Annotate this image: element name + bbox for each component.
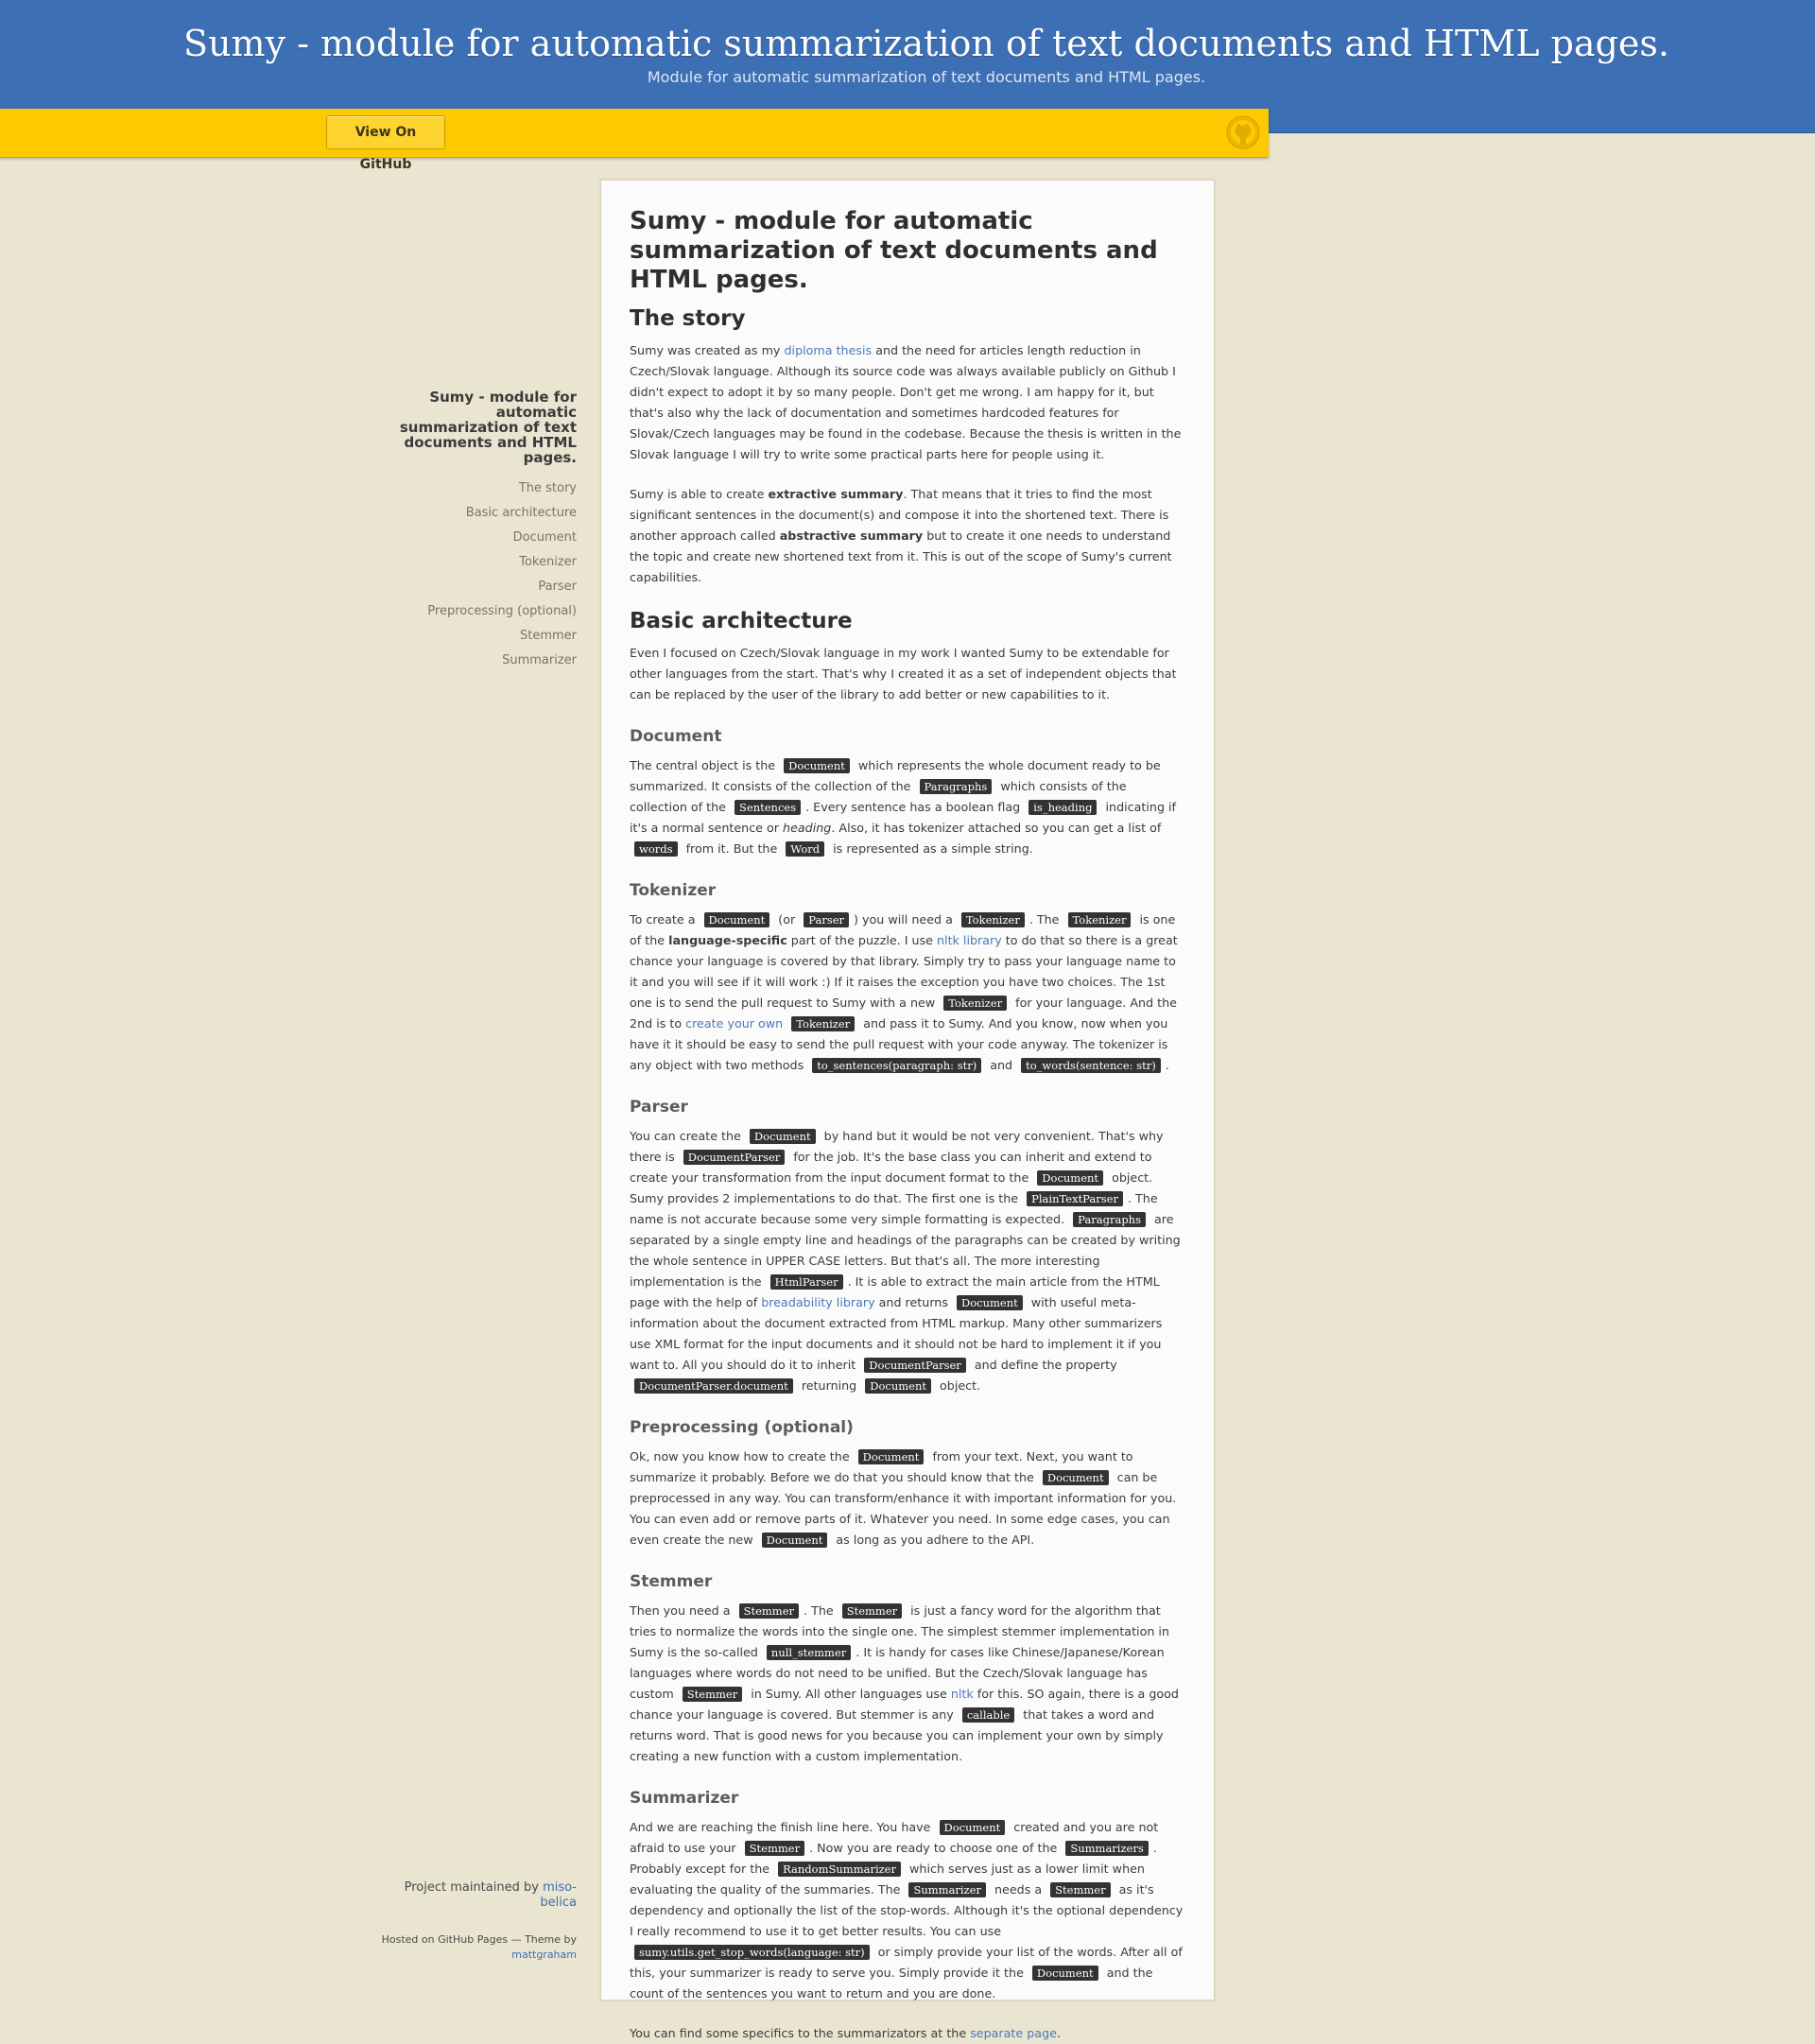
text-run: Sumy is able to create xyxy=(630,487,769,501)
text-run: with useful meta-information about the document extracted from HTML markup. Many other summarizers use XML format for the input documents and it should not be hard to implement it if you want to. All you should do it to inherit xyxy=(630,1295,1163,1372)
inline-code: Document xyxy=(762,1533,828,1548)
text-run: . Also, it has tokenizer attached so you can get a list of xyxy=(831,821,1162,835)
story-paragraph-2 xyxy=(630,484,1185,588)
inline-code: Tokenizer xyxy=(943,996,1007,1011)
main-content xyxy=(600,180,1215,2040)
text-run: part of the puzzle. I use xyxy=(786,933,938,947)
inline-code: Stemmer xyxy=(1050,1882,1110,1897)
inline-code: Paragraphs xyxy=(920,779,993,794)
inline-code: sumy.utils.get_stop_words(language: str) xyxy=(634,1945,870,1960)
heading-tokenizer: Tokenizer xyxy=(630,881,717,900)
sidebar-link-tokenizer[interactable]: Tokenizer xyxy=(519,555,577,569)
text-run: Sumy was created as my xyxy=(630,343,785,357)
inline-link[interactable]: diploma thesis xyxy=(784,343,873,357)
inline-code: Document xyxy=(784,758,850,773)
inline-code: Stemmer xyxy=(745,1841,804,1856)
text-run: is just a fancy word for the algorithm that tries to normalize the words into the single one. The simplest stemmer implementation in Sumy is the so-called xyxy=(630,1603,1169,1659)
bold-text: extractive summary xyxy=(768,487,904,501)
text-run: as long as you adhere to the API. xyxy=(832,1533,1035,1547)
text-run: . xyxy=(1165,1058,1169,1072)
inline-code: Parser xyxy=(804,912,849,927)
sidebar-nav xyxy=(378,476,577,673)
inline-code: is_heading xyxy=(1028,800,1097,815)
parser-paragraph xyxy=(630,1126,1185,1396)
story-paragraph-1 xyxy=(630,340,1185,465)
inline-code: Document xyxy=(1032,1966,1098,1981)
text-run: for the job. It's the base class you can inherit and extend to create your transformation from the input document format to the xyxy=(630,1150,1152,1185)
text-run: Then you need a xyxy=(630,1603,735,1618)
text-run: object. Sumy provides 2 implementations to do that. The first one is the xyxy=(630,1170,1153,1205)
inline-code: Document xyxy=(1043,1470,1109,1485)
site-title: Sumy - module for automatic summarization of text documents and HTML pages. xyxy=(183,23,1669,64)
text-run: . The name is not accurate because some very simple formatting is expected. xyxy=(630,1191,1158,1226)
inline-code: Document xyxy=(750,1129,816,1144)
inline-code: Sentences xyxy=(735,800,801,815)
inline-code: Summarizers xyxy=(1065,1841,1148,1856)
text-run: but to create it one needs to understand the topic and create new shortened text from it. This is out of the scope of Sumy's current capabilities. xyxy=(630,528,1172,584)
theme-author-link[interactable]: mattgraham xyxy=(511,1949,577,1961)
text-run: object. xyxy=(936,1378,981,1393)
inline-code: Tokenizer xyxy=(1068,912,1132,927)
inline-code: callable xyxy=(962,1707,1014,1723)
maintainer-prefix: Project maintained by xyxy=(404,1880,544,1895)
text-run: which represents the whole document ready to be summarized. It consists of the collection of the xyxy=(630,758,1161,793)
text-run: which consists of the collection of the xyxy=(630,779,1127,814)
text-run: from your text. Next, you want to summarize it probably. Before we do that you should know that the xyxy=(630,1449,1133,1484)
summarizer-paragraph xyxy=(630,1817,1185,2004)
inline-code: Paragraphs xyxy=(1073,1212,1146,1227)
sidebar-link-basic-architecture[interactable]: Basic architecture xyxy=(465,506,577,520)
stemmer-paragraph xyxy=(630,1601,1185,1767)
document-paragraph xyxy=(630,755,1185,859)
inline-code: Stemmer xyxy=(683,1687,742,1702)
inline-code: Tokenizer xyxy=(961,912,1025,927)
text-run: which serves just as a lower limit when evaluating the quality of the summaries. The xyxy=(630,1862,1145,1897)
sidebar-link-stemmer[interactable]: Stemmer xyxy=(519,629,577,643)
text-run: and the count of the sentences you want to return and you are done. xyxy=(630,1966,1153,2001)
text-run: and the need for articles length reduction in Czech/Slovak language. Although its source code was always available publicly on Github I didn't expect to adopt it by so many people. Don't get me wrong. I am happy for it, but that's also why the lack of documentation and sometimes hardcoded features for Slovak/Czech languages may be found in the codebase. Because the thesis is written in the Slovak language I will try to write some practical parts here for people using it. xyxy=(630,343,1182,461)
sidebar-link-the-story[interactable]: The story xyxy=(518,481,577,495)
text-run: . Now you are ready to choose one of the xyxy=(809,1841,1062,1855)
bold-text: language-specific xyxy=(668,933,787,947)
text-run: and returns xyxy=(874,1295,952,1309)
text-run: . It is able to extract the main article from the HTML page with the help of xyxy=(630,1274,1160,1309)
inline-code: Document xyxy=(704,912,770,927)
hosting-prefix: Hosted on GitHub Pages — Theme by xyxy=(381,1933,577,1946)
text-run: for this. SO again, there is a good chance your language is covered. But stemmer is any xyxy=(630,1687,1179,1722)
text-run: . The xyxy=(804,1603,838,1618)
text-run: is one of the xyxy=(630,912,1176,947)
bold-text: abstractive summary xyxy=(779,528,924,543)
maintainer-link[interactable]: miso-belica xyxy=(540,1880,577,1910)
sidebar-link-preprocessing[interactable]: Preprocessing (optional) xyxy=(427,604,577,618)
text-run: that takes a word and returns word. That is good news for you because you can implement your own by simply creating a new function with a custom implementation. xyxy=(630,1707,1164,1763)
text-run: are separated by a single empty line and headings of the paragraphs can be created by writing the whole sentence in UPPER CASE letters. But that's all. The more interesting implementation is the xyxy=(630,1212,1181,1289)
text-run: And we are reaching the finish line here. You have xyxy=(630,1820,935,1834)
sidebar xyxy=(378,390,577,673)
text-run: indicating if it's a normal sentence or xyxy=(630,800,1177,835)
maintainer-credit xyxy=(378,1880,577,1911)
text-run: from it. But the xyxy=(682,841,782,856)
inline-code: Tokenizer xyxy=(791,1016,855,1031)
text-run: is represented as a simple string. xyxy=(829,841,1033,856)
architecture-paragraph xyxy=(630,643,1185,705)
text-run: (or xyxy=(774,912,800,927)
text-run: returning xyxy=(797,1378,861,1393)
inline-code: Document xyxy=(957,1295,1023,1310)
inline-link[interactable]: create your own xyxy=(685,1016,784,1031)
text-run: and pass it to Sumy. And you know, now when you have it it should be easy to send the pull request with your code anyway. The tokenizer is any object with two methods xyxy=(630,1016,1168,1072)
inline-code: DocumentParser.document xyxy=(634,1378,793,1394)
inline-code: DocumentParser xyxy=(683,1150,786,1165)
text-run: or simply provide your list of the words. After all of this, your summarizer is ready to serve you. Simply provide it the xyxy=(630,1945,1183,1980)
inline-code: null_stemmer xyxy=(767,1645,851,1660)
text-run: . xyxy=(1056,2026,1061,2040)
text-run: to do that so there is a great chance your language is covered by that library. Simply try to pass your language name to it and you will see if it will work :) If it raises the exception you have two choices. The 1st one is to send the pull request to Sumy with a new xyxy=(630,933,1178,1010)
text-run: Even I focused on Czech/Slovak language in my work I wanted Sumy to be extendable for other languages from the start. That's why I created it as a set of independent objects that can be replaced by the user of the library to add better or new capabilities to it. xyxy=(630,646,1177,702)
heading-the-story: The story xyxy=(630,306,746,331)
heading-basic-architecture: Basic architecture xyxy=(630,609,853,633)
sidebar-link-parser[interactable]: Parser xyxy=(538,580,577,594)
text-run: as it's dependency and optionally the list of the stop-words. Although it's the optional dependency I really recommend to use it to get better results. You can use xyxy=(630,1882,1184,1938)
inline-link[interactable]: separate page xyxy=(970,2026,1057,2040)
inline-code: Document xyxy=(940,1820,1006,1835)
inline-code: Stemmer xyxy=(739,1603,799,1619)
summarizer-footer-paragraph xyxy=(630,2023,1185,2044)
inline-code: to_words(sentence: str) xyxy=(1021,1058,1161,1073)
hosting-credit xyxy=(378,1932,577,1963)
inline-link[interactable]: nltk library xyxy=(937,933,1002,947)
heading-preprocessing: Preprocessing (optional) xyxy=(630,1418,854,1437)
inline-code: PlainTextParser xyxy=(1027,1191,1123,1206)
inline-code: DocumentParser xyxy=(864,1358,966,1373)
preprocessing-paragraph xyxy=(630,1446,1185,1550)
text-run: The central object is the xyxy=(630,758,780,772)
text-run: To create a xyxy=(630,912,700,927)
inline-code: HtmlParser xyxy=(770,1274,843,1290)
text-run: and xyxy=(986,1058,1017,1072)
text-run: . It is handy for cases like Chinese/Japanese/Korean languages where words do not need to be unified. But the Czech/Slovak language has custom xyxy=(630,1645,1165,1701)
github-octocat-icon[interactable] xyxy=(1226,115,1260,149)
text-run: created and you are not afraid to use your xyxy=(630,1820,1159,1855)
inline-code: Stemmer xyxy=(842,1603,902,1619)
inline-code: Document xyxy=(1037,1170,1103,1186)
inline-link[interactable]: breadability library xyxy=(761,1295,875,1309)
inline-code: RandomSummarizer xyxy=(778,1862,901,1877)
inline-code: Document xyxy=(858,1449,925,1464)
text-run: . That means that it tries to find the most significant sentences in the document(s) and compose it into the shortened text. There is another approach called xyxy=(630,487,1169,543)
heading-document: Document xyxy=(630,727,722,746)
heading-summarizer: Summarizer xyxy=(630,1789,739,1808)
text-run: needs a xyxy=(990,1882,1046,1897)
content-title: Sumy - module for automatic summarization of text documents and HTML pages. xyxy=(630,207,1158,294)
text-run: ) you will need a xyxy=(854,912,957,927)
sidebar-link-summarizer[interactable]: Summarizer xyxy=(502,653,577,667)
inline-code: Summarizer xyxy=(908,1882,986,1897)
text-run: You can create the xyxy=(630,1129,745,1143)
sidebar-link-document[interactable]: Document xyxy=(512,530,577,545)
tokenizer-paragraph xyxy=(630,909,1185,1076)
inline-code: Word xyxy=(786,841,824,857)
text-run: . Every sentence has a boolean flag xyxy=(805,800,1025,814)
text-run: You can find some specifics to the summarizators at the xyxy=(630,2026,971,2040)
text-run: for your language. And the 2nd is to xyxy=(630,996,1177,1031)
view-on-github-button[interactable]: View On GitHub xyxy=(326,115,445,149)
sidebar-title: Sumy - module for automatic summarization of text documents and HTML pages. xyxy=(399,389,577,466)
text-run xyxy=(783,1016,786,1031)
text-run: . The xyxy=(1028,912,1063,927)
heading-stemmer: Stemmer xyxy=(630,1572,713,1591)
text-run: and define the property xyxy=(970,1358,1117,1372)
italic-text: heading xyxy=(783,821,832,835)
inline-code: to_sentences(paragraph: str) xyxy=(812,1058,981,1073)
inline-code: words xyxy=(634,841,678,857)
site-subtitle: Module for automatic summarization of text documents and HTML pages. xyxy=(647,68,1206,86)
github-banner xyxy=(0,109,1269,172)
text-run: . Probably except for the xyxy=(630,1841,1157,1876)
inline-code: Document xyxy=(865,1378,931,1394)
text-run: by hand but it would be not very convenient. That's why there is xyxy=(630,1129,1164,1164)
text-run: in Sumy. All other languages use xyxy=(747,1687,951,1701)
text-run: Ok, now you know how to create the xyxy=(630,1449,854,1464)
inline-link[interactable]: nltk xyxy=(950,1687,974,1701)
heading-parser: Parser xyxy=(630,1098,688,1117)
text-run: can be preprocessed in any way. You can transform/enhance it with important information for you. You can even add or remove parts of it. Whatever you need. In some edge cases, you can even create the new xyxy=(630,1470,1177,1547)
